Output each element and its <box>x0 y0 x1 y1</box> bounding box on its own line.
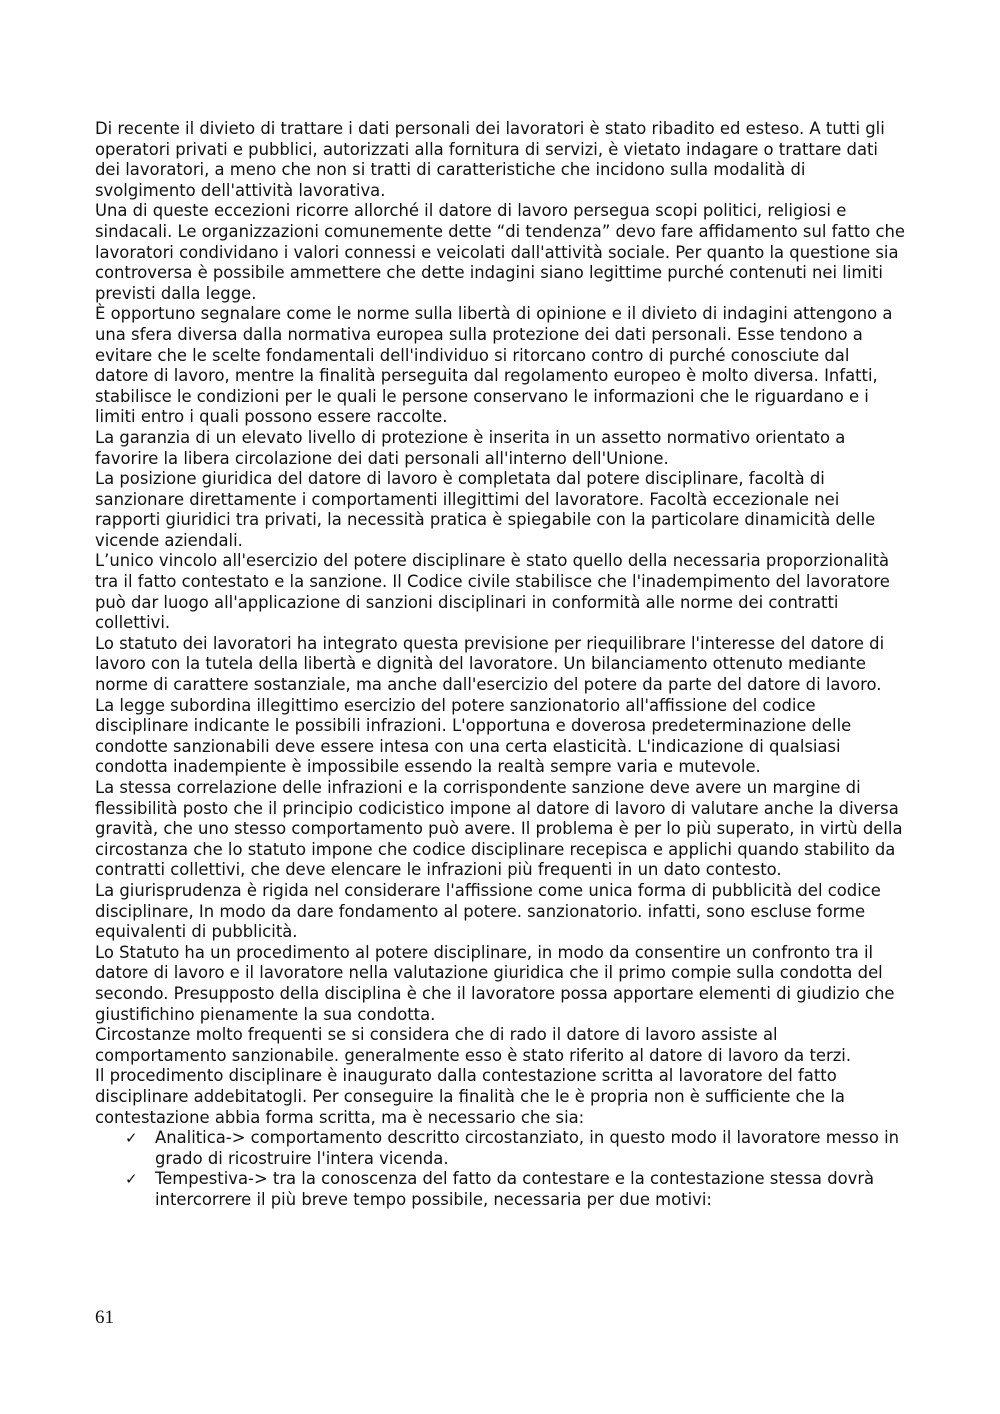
paragraph: Lo statuto dei lavoratori ha integrato questa previsione per riequilibrare l'interesse del datore di lavoro con la tutela della libertà e dignità del lavoratore. Un bilanciamento ottenuto mediante norme di carattere sostanziale, ma anche dall'esercizio del potere da parte del datore di lavoro. <box>95 633 885 695</box>
paragraph: Una di queste eccezioni ricorre allorché il datore di lavoro persegua scopi politici, religiosi e sindacali. Le organizzazioni comunemente dette “di tendenza” devo fare affidamento sul fatto che lavoratori condividano i valori connessi e veicolati dall'attività sociale. Per quanto la questione sia controversa è possibile ammettere che dette indagini siano legittime purché contenuti nei limiti previsti dalla legge. <box>95 201 905 303</box>
paragraph: È opportuno segnalare come le norme sulla libertà di opinione e il divieto di indagini attengono a una sfera diversa dalla normativa europea sulla protezione dei dati personali. Esse tendono a evitare che le scelte fondamentali dell'individuo si ritorcano contro di purché conosciute dal datore di lavoro, mentre la finalità perseguita dal regolamento europeo è molto diversa. Infatti, stabilisce le condizioni per le quali le persone conservano le informazioni che le riguardano e i limiti entro i quali possono essere raccolte. <box>95 304 893 427</box>
page-body <box>95 119 907 1210</box>
check-icon: ✓ <box>125 1129 138 1148</box>
paragraph: La stessa correlazione delle infrazioni e la corrispondente sanzione deve avere un margine di flessibilità posto che il principio codicistico impone al datore di lavoro di valutare anche la diversa gravità, che uno stesso comportamento può avere. Il problema è per lo più superato, in virtù della circostanza che lo statuto impone che codice disciplinare recepisca e applichi quando stabilito da contratti collettivi, che deve elencare le infrazioni più frequenti in un dato contesto. <box>95 778 903 880</box>
checklist-item-text: Analitica-> comportamento descritto circostanziato, in questo modo il lavoratore messo in grado di ricostruire l'intera vicenda. <box>155 1128 900 1168</box>
paragraph: Circostanze molto frequenti se si considera che di rado il datore di lavoro assiste al comportamento sanzionabile. generalmente esso è stato riferito al datore di lavoro da terzi. <box>95 1025 852 1065</box>
paragraph: La giurisprudenza è rigida nel considerare l'affissione come unica forma di pubblicità del codice disciplinare, In modo da dare fondamento al potere. sanzionatorio. infatti, sono escluse forme equivalenti di pubblicità. <box>95 880 881 942</box>
check-icon: ✓ <box>125 1170 138 1189</box>
paragraph: La legge subordina illegittimo esercizio del potere sanzionatorio all'affissione del codice disciplinare indicante le possibili infrazioni. L'opportuna e doverosa predeterminazione delle condotte sanzionabili deve essere intesa con una certa elasticità. L'indicazione di qualsiasi condotta inadempiente è impossibile essendo la realtà sempre varia e mutevole. <box>95 695 852 777</box>
paragraph: Di recente il divieto di trattare i dati personali dei lavoratori è stato ribadito ed esteso. A tutti gli operatori privati e pubblici, autorizzati alla fornitura di servizi, è vietato indagare o trattare dati dei lavoratori, a meno che non si tratti di caratteristiche che incidono sulla modalità di svolgimento dell'attività lavorativa. <box>95 119 885 200</box>
checklist-item <box>125 1128 907 1169</box>
paragraph: Il procedimento disciplinare è inaugurato dalla contestazione scritta al lavoratore del fatto disciplinare addebitatogli. Per conseguire la finalità che le è propria non è sufficiente che la contestazione abbia forma scritta, ma è necessario che sia: <box>95 1066 845 1127</box>
checklist <box>95 1128 907 1210</box>
paragraph: La garanzia di un elevato livello di protezione è inserita in un assetto normativo orientato a favorire la libera circolazione dei dati personali all'interno dell'Unione. <box>95 427 846 468</box>
paragraph: La posizione giuridica del datore di lavoro è completata dal potere disciplinare, facoltà di sanzionare direttamente i comportamenti illegittimi del lavoratore. Facoltà eccezionale nei rapporti giuridici tra privati, la necessità pratica è spiegabile con la particolare dinamicità delle vicende aziendali. <box>95 469 876 550</box>
checklist-item <box>125 1169 907 1210</box>
paragraph: Lo Statuto ha un procedimento al potere disciplinare, in modo da consentire un confronto tra il datore di lavoro e il lavoratore nella valutazione giuridica che il primo compie sulla condotta del secondo. Presupposto della disciplina è che il lavoratore possa apportare elementi di giudizio che giustifichino pienamente la sua condotta. <box>95 942 895 1024</box>
checklist-item-text: Tempestiva-> tra la conoscenza del fatto da contestare e la contestazione stessa dovrà intercorrere il più breve tempo possibile, necessaria per due motivi: <box>155 1169 875 1209</box>
page-number: 61 <box>95 1307 114 1328</box>
paragraph: L’unico vincolo all'esercizio del potere disciplinare è stato quello della necessaria proporzionalità tra il fatto contestato e la sanzione. Il Codice civile stabilisce che l'inadempimento del lavoratore può dar luogo all'applicazione di sanzioni disciplinari in conformità alle norme dei contratti collettivi. <box>95 551 890 633</box>
